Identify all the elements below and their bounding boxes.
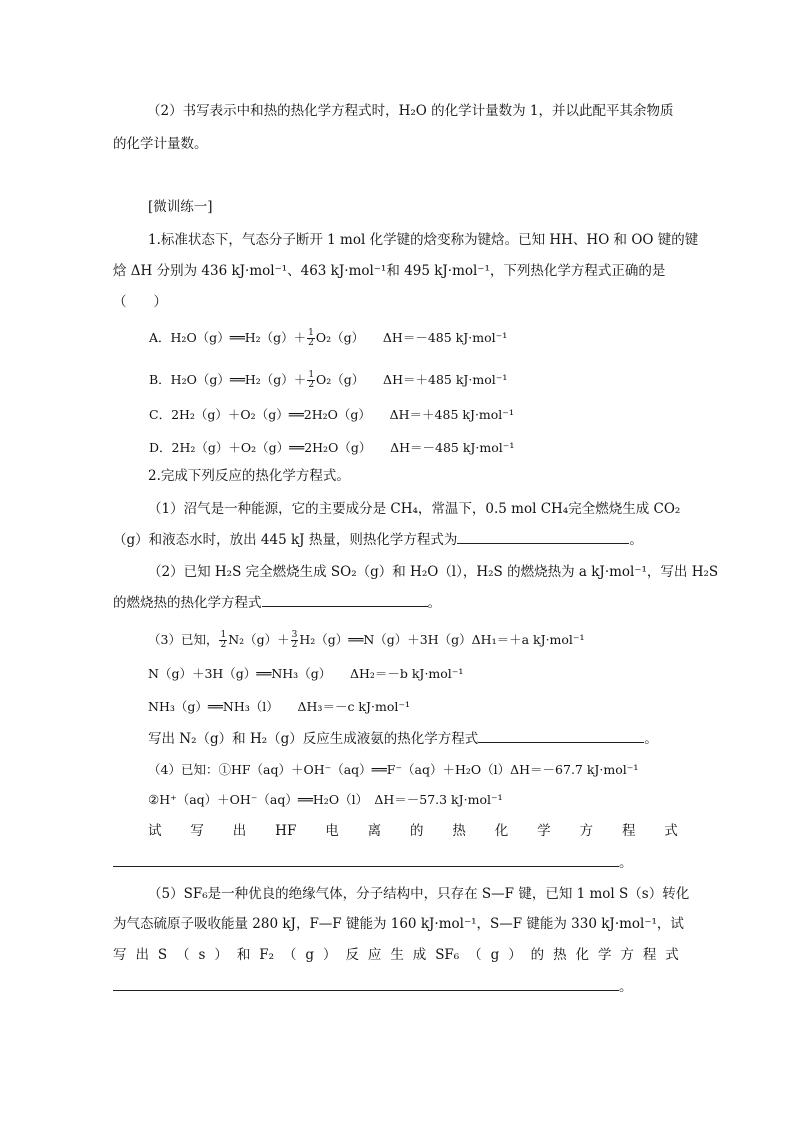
fraction-numerator: 1	[308, 328, 314, 338]
glyph: 程	[621, 823, 636, 839]
glyph: 成	[412, 947, 427, 963]
glyph: ）	[508, 947, 522, 963]
q2-3-line1	[148, 629, 585, 651]
fraction-denominator: 2	[308, 338, 314, 348]
q1-line1: 1.标准状态下，气态分子断开 1 mol 化学键的焓变称为键焓。已知 HH、HO 和 OO 键的键	[148, 232, 699, 248]
q2-3-line3: NH₃（g）══NH₃（l） ΔH₃＝－c kJ·mol⁻¹	[148, 699, 410, 714]
glyph: F₂	[259, 947, 275, 963]
answer-blank[interactable]	[113, 976, 619, 991]
glyph: 方	[620, 947, 634, 963]
fraction-denominator: 2	[220, 640, 227, 650]
q2-5-answer-line	[113, 976, 633, 998]
glyph: 生	[390, 947, 404, 963]
q2-4-line2: ②H⁺（aq）＋OH⁻（aq）══H₂O（l） ΔH＝－57.3 kJ·mol⁻¹	[148, 792, 503, 807]
q2-1-line1: （1）沼气是一种能源，它的主要成分是 CH₄，常温下，0.5 mol CH₄完全燃烧生成 CO₂	[148, 501, 681, 517]
glyph: 出	[232, 823, 247, 839]
q1-line3: （ ）	[113, 294, 167, 310]
q2-3-line4	[148, 728, 658, 750]
fraction	[219, 631, 227, 650]
glyph: 化	[494, 823, 509, 839]
q2-title: 2.完成下列反应的热化学方程式。	[148, 468, 350, 484]
period: 。	[427, 595, 441, 611]
glyph: 离	[367, 823, 382, 839]
q2-3-lead: （3）已知，	[148, 632, 219, 647]
q2-5-spaced-line	[113, 944, 679, 966]
q2-3-mid: N₂（g）＋	[228, 632, 290, 647]
glyph: 电	[325, 823, 339, 839]
answer-blank[interactable]	[457, 529, 629, 544]
glyph: 方	[579, 823, 594, 839]
glyph: 写	[190, 823, 204, 839]
glyph: 反	[345, 947, 359, 963]
period: 。	[629, 532, 643, 548]
option-b	[149, 369, 507, 391]
fraction-numerator: 1	[220, 630, 227, 640]
period: 。	[644, 731, 658, 747]
q2-5-line1: （5）SF₆是一种优良的绝缘气体，分子结构中，只存在 S—F 键，已知 1 mol S（s）转化	[148, 886, 690, 902]
q2-1-text: （g）和液态水时，放出 445 kJ 热量，则热化学方程式为	[113, 532, 458, 548]
glyph: （	[176, 947, 190, 963]
glyph: 热	[452, 823, 466, 839]
glyph: S	[157, 947, 168, 963]
glyph: ）	[214, 947, 228, 963]
fraction-numerator: 3	[291, 630, 298, 640]
q2-1-line2	[113, 529, 643, 551]
q2-2-line1: （2）已知 H₂S 完全燃烧生成 SO₂（g）和 H₂O（l），H₂S 的燃烧热为 a kJ·mol⁻¹，写出 H₂S	[148, 564, 719, 580]
glyph: 学	[537, 823, 551, 839]
answer-blank[interactable]	[478, 728, 644, 743]
answer-blank[interactable]	[262, 592, 428, 607]
fraction	[307, 371, 315, 390]
glyph: 试	[148, 823, 162, 839]
section-title: [微训练一]	[148, 199, 213, 215]
option-c: C．2H₂（g）＋O₂（g）══2H₂O（g） ΔH＝＋485 kJ·mol⁻¹	[149, 407, 514, 422]
glyph: SF₆	[435, 947, 460, 963]
fraction-denominator: 2	[308, 380, 315, 390]
q2-2-text: 的燃烧热的热化学方程式	[113, 595, 262, 611]
q2-4-spaced-line	[148, 820, 678, 842]
answer-blank[interactable]	[113, 852, 619, 867]
glyph: （	[282, 947, 297, 963]
glyph: 应	[367, 947, 382, 963]
glyph: s	[198, 947, 206, 963]
glyph: 式	[664, 823, 678, 839]
period: 。	[619, 855, 633, 871]
q1-line2: 焓 ΔH 分别为 436 kJ·mol⁻¹、463 kJ·mol⁻¹和 495 kJ·mol⁻¹，下列热化学方程式正确的是	[113, 263, 666, 279]
fraction	[307, 329, 315, 348]
period: 。	[619, 979, 633, 995]
glyph: 化	[575, 947, 589, 963]
glyph: HF	[275, 823, 297, 839]
note2-line1: （2）书写表示中和热的热化学方程式时，H₂O 的化学计量数为 1，并以此配平其余物质	[147, 103, 674, 119]
option-a-rest: O₂（g） ΔH＝－485 kJ·mol⁻¹	[315, 330, 508, 345]
glyph: g	[490, 947, 500, 963]
option-d: D．2H₂（g）＋O₂（g）══2H₂O（g） ΔH＝－485 kJ·mol⁻¹	[149, 440, 515, 455]
option-b-lead: B．H₂O（g）══H₂（g）＋	[149, 372, 307, 387]
glyph: ）	[323, 947, 337, 963]
glyph: 写	[113, 947, 127, 963]
option-a	[149, 327, 507, 349]
q2-2-line2	[113, 592, 441, 614]
glyph: 的	[530, 947, 545, 963]
glyph: （	[468, 947, 482, 963]
q2-3-line2: N（g）＋3H（g）══NH₃（g） ΔH₂＝－b kJ·mol⁻¹	[148, 666, 464, 681]
fraction-denominator: 2	[291, 640, 298, 650]
fraction	[291, 631, 299, 650]
glyph: 程	[642, 947, 657, 963]
glyph: 学	[597, 947, 612, 963]
glyph: 和	[236, 947, 251, 963]
option-b-rest: O₂（g） ΔH＝＋485 kJ·mol⁻¹	[316, 372, 508, 387]
glyph: 出	[135, 947, 149, 963]
glyph: 的	[409, 823, 424, 839]
glyph: g	[305, 947, 315, 963]
glyph: 热	[553, 947, 567, 963]
note2-line2: 的化学计量数。	[113, 136, 208, 152]
q2-4-answer-line	[113, 852, 633, 874]
q2-3-text: 写出 N₂（g）和 H₂（g）反应生成液氨的热化学方程式	[148, 731, 479, 747]
glyph: 式	[665, 947, 679, 963]
q2-5-line2: 为气态硫原子吸收能量 280 kJ，F—F 键能为 160 kJ·mol⁻¹，S—F 键能为 330 kJ·mol⁻¹，试	[113, 916, 684, 932]
q2-3-rest: H₂（g）══N（g）＋3H（g）ΔH₁＝＋a kJ·mol⁻¹	[299, 632, 585, 647]
q2-4-line1: （4）已知：①HF（aq）＋OH⁻（aq）══F⁻（aq）＋H₂O（l）ΔH＝－67.7 kJ·mol⁻¹	[148, 762, 639, 777]
option-a-lead: A．H₂O（g）══H₂（g）＋	[149, 330, 307, 345]
fraction-numerator: 1	[308, 370, 315, 380]
